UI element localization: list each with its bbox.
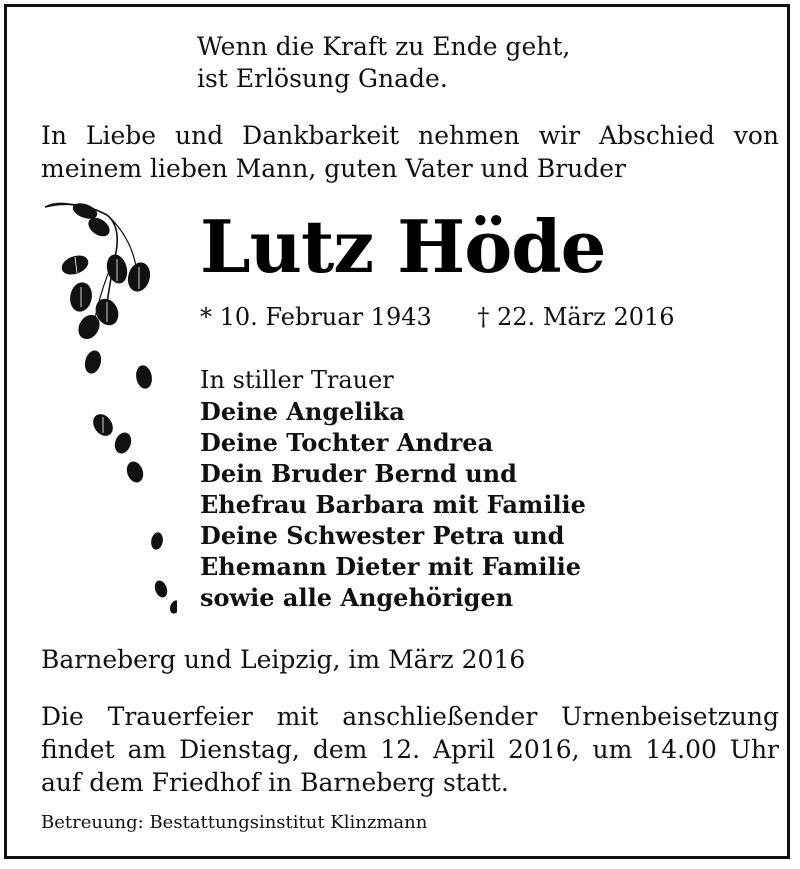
mourner-name: Deine Angelika <box>200 397 405 426</box>
intro-line: meinem lieben Mann, guten Vater und Bruder <box>41 154 626 183</box>
mourners-intro: In stiller Trauer <box>200 366 394 394</box>
mourner-name: Deine Schwester Petra und <box>200 521 565 550</box>
funeral-line: findet am Dienstag, dem 12. April 2016, um 14.00 Uhr <box>41 735 779 764</box>
place-date: Barneberg und Leipzig, im März 2016 <box>41 645 526 674</box>
life-dates <box>200 301 675 333</box>
intro-text <box>41 119 779 185</box>
undertaker-credit: Betreuung: Bestattungsinstitut Klinzmann <box>41 812 428 833</box>
motto-line: Wenn die Kraft zu Ende geht, <box>197 32 571 61</box>
mourner-name: Dein Bruder Bernd und <box>200 459 517 488</box>
funeral-line: Die Trauerfeier mit anschließender Urnenbeisetzung <box>41 702 779 731</box>
funeral-notice <box>41 700 779 799</box>
intro-line: In Liebe und Dankbarkeit nehmen wir Abschied von <box>41 121 779 150</box>
deceased-name: Lutz Höde <box>200 204 606 289</box>
funeral-line: auf dem Friedhof in Barneberg statt. <box>41 768 509 797</box>
death-date: † 22. März 2016 <box>477 303 675 331</box>
mourner-name: sowie alle Angehörigen <box>200 583 514 612</box>
mourner-name: Ehefrau Barbara mit Familie <box>200 490 586 519</box>
motto <box>197 31 757 95</box>
mourners-list <box>200 365 600 613</box>
motto-line: ist Erlösung Gnade. <box>197 64 448 93</box>
birth-date: * 10. Februar 1943 <box>200 303 432 331</box>
mourner-name: Ehemann Dieter mit Familie <box>200 552 582 581</box>
birch-branch-icon <box>37 197 177 627</box>
mourner-name: Deine Tochter Andrea <box>200 428 494 457</box>
obituary-frame <box>4 4 790 859</box>
